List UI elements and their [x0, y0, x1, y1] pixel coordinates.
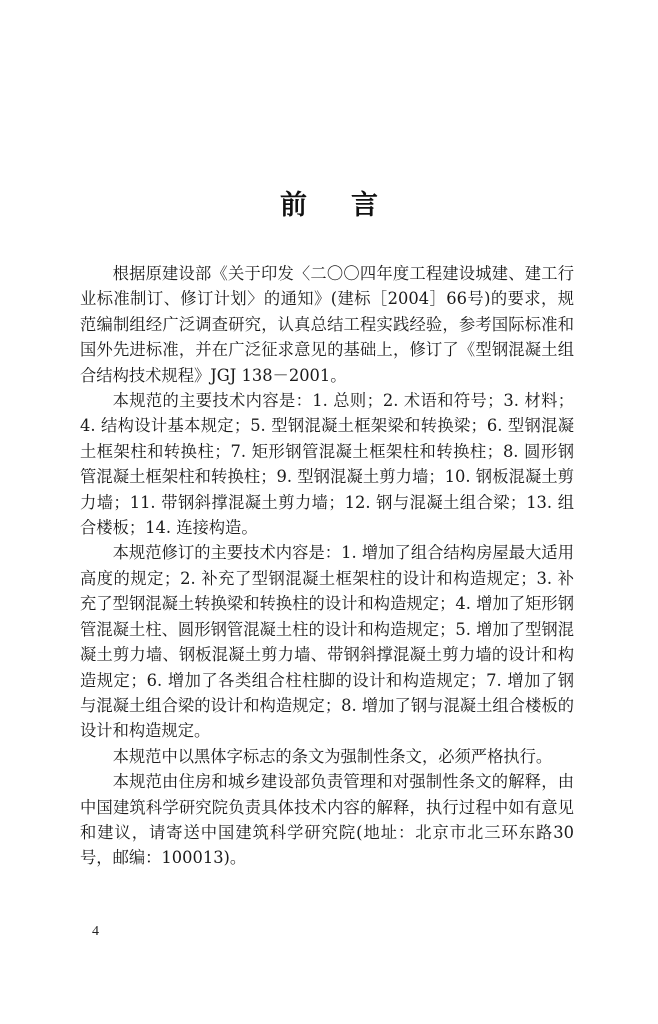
- page-title: 前言: [280, 190, 422, 221]
- paragraph-revision-basis: 根据原建设部《关于印发〈二〇〇四年度工程建设城建、建工行业标准制订、修订计划〉的通知》(建标［2004］66号)的要求，规范编制组经广泛调查研究，认真总结工程实践经验，参考国际标准和国外先进标准，并在广泛征求意见的基础上，修订了《型钢混凝土组合结构技术规程》JGJ 138－2001。: [80, 264, 574, 385]
- page-number: 4: [92, 924, 99, 939]
- paragraph-revision-content: 本规范修订的主要技术内容是：1. 增加了组合结构房屋最大适用高度的规定；2. 补充了型钢混凝土框架柱的设计和构造规定；3. 补充了型钢混凝土转换梁和转换柱的设计和构造规定；4. 增加了矩形钢管混凝土柱、圆形钢管混凝土柱的设计和构造规定；5. 增加了型钢混凝土剪力墙、钢板混凝土剪力墙、带钢斜撑混凝土剪力墙的设计和构造规定；6. 增加了各类组合柱柱脚的设计和构造规定；7. 增加了钢与混凝土组合梁的设计和构造规定；8. 增加了钢与混凝土组合楼板的设计和构造规定。: [80, 543, 574, 741]
- preface-body: [80, 261, 574, 871]
- paragraph-mandatory-provisions: 本规范中以黑体字标志的条文为强制性条文，必须严格执行。: [112, 746, 553, 766]
- paragraph-main-content: 本规范的主要技术内容是：1. 总则；2. 术语和符号；3. 材料；4. 结构设计基本规定；5. 型钢混凝土框架梁和转换梁；6. 型钢混凝土框架柱和转换柱；7. 矩形钢管混凝土框架柱和转换柱；8. 圆形钢管混凝土框架柱和转换柱；9. 型钢混凝土剪力墙；10. 钢板混凝土剪力墙；11. 带钢斜撑混凝土剪力墙；12. 钢与混凝土组合梁；13. 组合楼板；14. 连接构造。: [80, 391, 574, 538]
- paragraph-administration: 本规范由住房和城乡建设部负责管理和对强制性条文的解释，由中国建筑科学研究院负责具体技术内容的解释，执行过程中如有意见和建议，请寄送中国建筑科学研究院(地址：北京市北三环东路30号，邮编：100013)。: [80, 772, 574, 868]
